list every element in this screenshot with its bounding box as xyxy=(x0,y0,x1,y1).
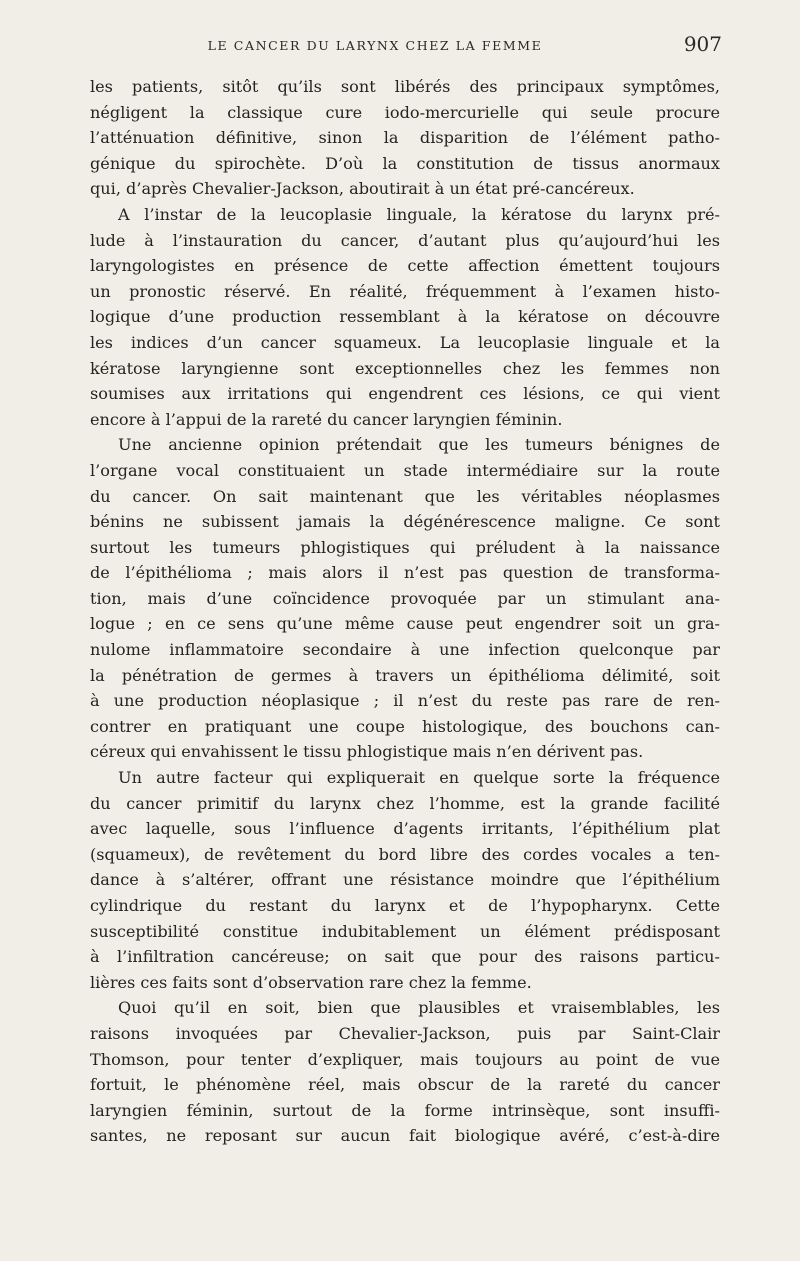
text-line: avec laquelle, sous l’influence d’agents irritants, l’épithélium plat xyxy=(90,819,720,839)
text-line: susceptibilité constitue indubitablement un élément prédisposant xyxy=(90,921,720,941)
text-line: les patients, sitôt qu’ils sont libérés des principaux symptômes, xyxy=(90,77,720,96)
text-line: céreux qui envahissent le tissu phlogistique mais n’en dérivent pas. xyxy=(90,742,644,762)
text-line: un pronostic réservé. En réalité, fréquemment à l’examen histo- xyxy=(90,281,720,301)
text-line: soumises aux irritations qui engendrent ces lésions, ce qui vient xyxy=(90,384,720,404)
text-line: Une ancienne opinion prétendait que les tumeurs bénignes de xyxy=(118,435,720,455)
text-line: qui, d’après Chevalier-Jackson, aboutirait à un état pré-cancéreux. xyxy=(90,179,635,199)
text-line: fortuit, le phénomène réel, mais obscur de la rareté du cancer xyxy=(90,1075,720,1095)
text-line: laryngien féminin, surtout de la forme intrinsèque, sont insuffi- xyxy=(90,1100,720,1120)
text-line: nulome inflammatoire secondaire à une infection quelconque par xyxy=(90,640,720,660)
text-line: l’atténuation définitive, sinon la disparition de l’élément patho- xyxy=(90,128,720,148)
text-line: (squameux), de revêtement du bord libre des cordes vocales a ten- xyxy=(90,844,720,864)
text-line: surtout les tumeurs phlogistiques qui préludent à la naissance xyxy=(90,537,720,557)
text-line: logue ; en ce sens qu’une même cause peut engendrer soit un gra- xyxy=(90,614,720,634)
text-line: Un autre facteur qui expliquerait en quelque sorte la fréquence xyxy=(118,768,720,788)
text-line: raisons invoquées par Chevalier-Jackson, puis par Saint-Clair xyxy=(90,1023,720,1043)
text-line: lude à l’instauration du cancer, d’autant plus qu’aujourd’hui les xyxy=(90,230,720,250)
text-line: kératose laryngienne sont exceptionnelles chez les femmes non xyxy=(90,358,720,378)
text-line: A l’instar de la leucoplasie linguale, la kératose du larynx pré- xyxy=(118,204,720,224)
text-line: Thomson, pour tenter d’expliquer, mais toujours au point de vue xyxy=(90,1049,720,1069)
text-line: les indices d’un cancer squameux. La leucoplasie linguale et la xyxy=(90,332,720,352)
text-line: cylindrique du restant du larynx et de l’hypopharynx. Cette xyxy=(90,896,720,915)
running-head xyxy=(90,34,720,60)
text-line: Quoi qu’il en soit, bien que plausibles et vraisemblables, les xyxy=(118,998,720,1018)
text-line: santes, ne reposant sur aucun fait biologique avéré, c’est-à-dire xyxy=(90,1126,720,1146)
text-line: de l’épithélioma ; mais alors il n’est pas question de transforma- xyxy=(90,563,720,583)
text-line: à l’infiltration cancéreuse; on sait que pour des raisons particu- xyxy=(90,947,720,967)
text-line: négligent la classique cure iodo-mercurielle qui seule procure xyxy=(90,102,720,122)
text-line: l’organe vocal constituaient un stade intermédiaire sur la route xyxy=(90,460,720,480)
running-title: LE CANCER DU LARYNX CHEZ LA FEMME xyxy=(207,38,543,53)
text-line: à une production néoplasique ; il n’est du reste pas rare de ren- xyxy=(90,691,720,711)
text-line: logique d’une production ressemblant à la kératose on découvre xyxy=(90,307,720,327)
text-line: génique du spirochète. D’où la constitution de tissus anormaux xyxy=(90,153,720,173)
text-line: tion, mais d’une coïncidence provoquée par un stimulant ana- xyxy=(90,588,720,608)
text-line: du cancer. On sait maintenant que les véritables néoplasmes xyxy=(90,486,720,506)
text-line: encore à l’appui de la rareté du cancer laryngien féminin. xyxy=(90,409,563,429)
page-number: 907 xyxy=(683,32,722,56)
text-line: laryngologistes en présence de cette affection émettent toujours xyxy=(90,256,720,276)
text-line: contrer en pratiquant une coupe histologique, des bouchons can- xyxy=(90,716,720,736)
text-line: bénins ne subissent jamais la dégénérescence maligne. Ce sont xyxy=(90,512,720,532)
text-line: la pénétration de germes à travers un épithélioma délimité, soit xyxy=(90,665,720,685)
text-line: dance à s’altérer, offrant une résistance moindre que l’épithélium xyxy=(90,870,720,890)
body-text xyxy=(90,74,720,1149)
text-line: lières ces faits sont d’observation rare chez la femme. xyxy=(90,972,532,992)
text-line: du cancer primitif du larynx chez l’homme, est la grande facilité xyxy=(90,793,720,813)
